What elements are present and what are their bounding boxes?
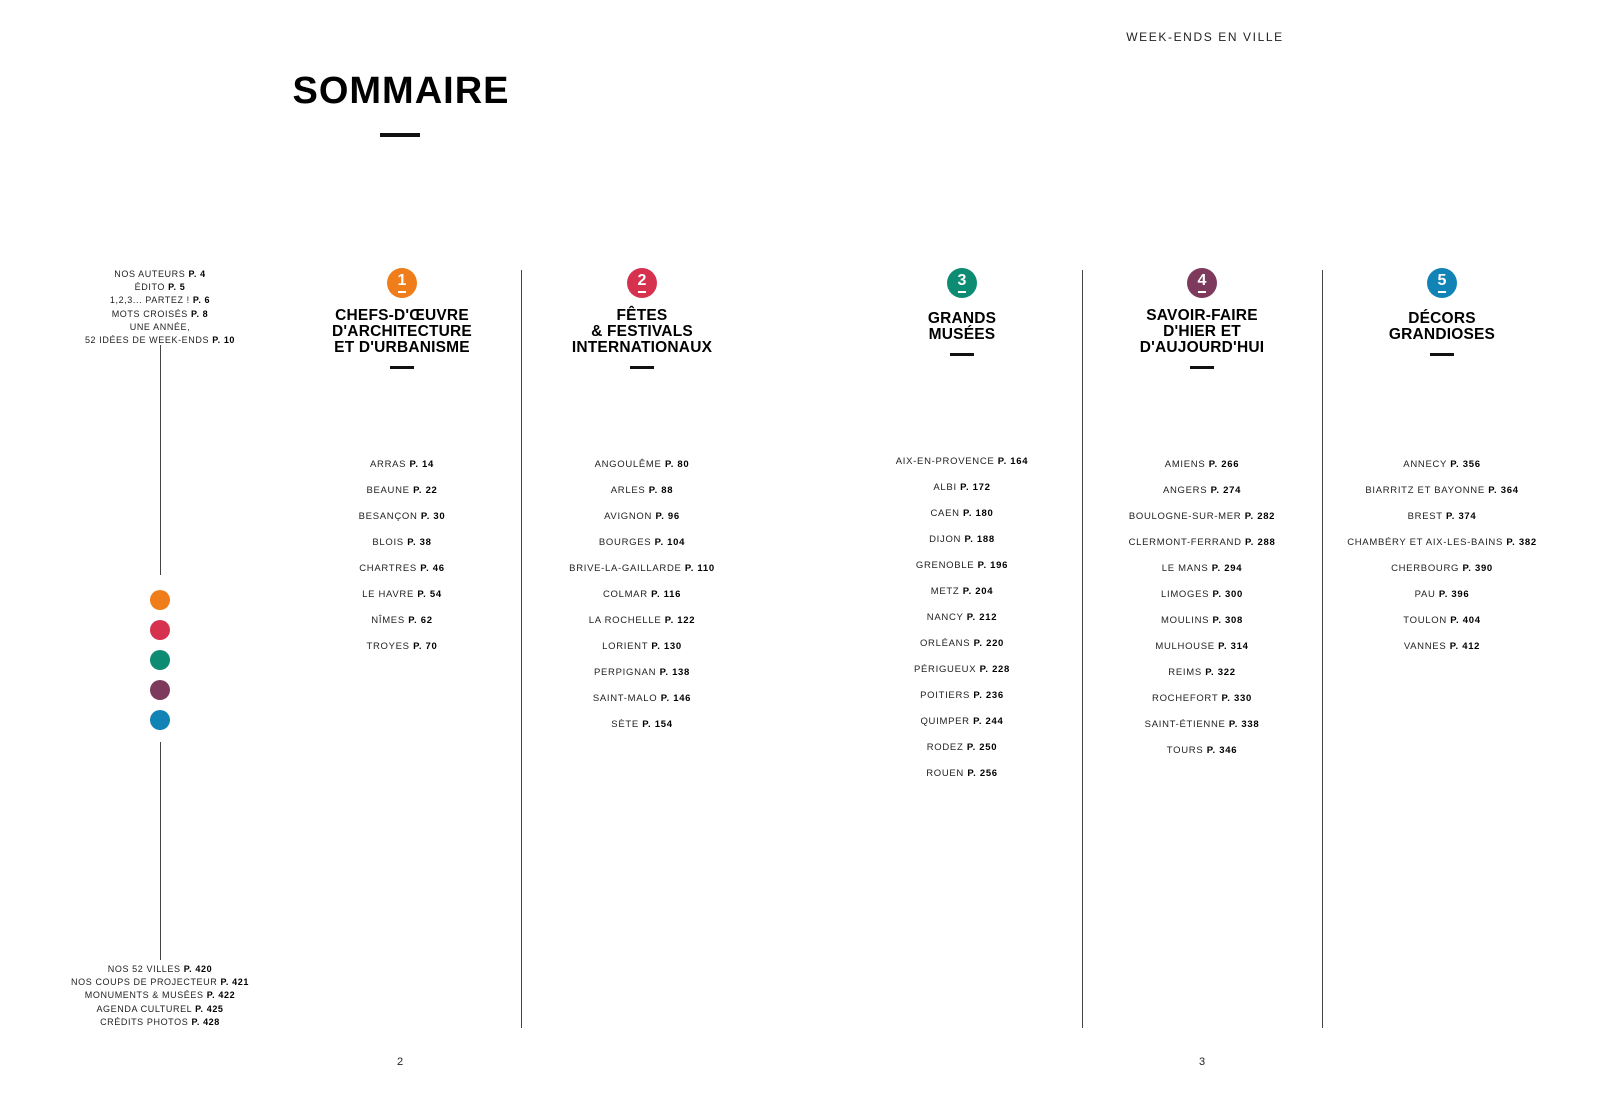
- city-page: P. 322: [1205, 667, 1236, 678]
- city-name: BOURGES: [598, 537, 652, 548]
- page-title: SOMMAIRE: [292, 70, 510, 112]
- section-5: [1322, 268, 1562, 652]
- city-page: P. 212: [966, 612, 998, 623]
- section-title-line: MUSÉES: [928, 326, 996, 343]
- city-page: P. 274: [1210, 485, 1242, 496]
- city-page: P. 404: [1450, 615, 1481, 626]
- city-entry: [1322, 478, 1562, 504]
- city-entry: [1082, 452, 1322, 478]
- city-entry: [282, 556, 522, 582]
- city-page: P. 70: [413, 641, 438, 652]
- front-matter-page: P. 4: [188, 269, 206, 279]
- city-name: CLERMONT-FERRAND: [1128, 537, 1242, 548]
- front-matter-label: NOS AUTEURS: [114, 269, 186, 279]
- city-page: P. 110: [684, 563, 715, 574]
- city-entry: [1082, 738, 1322, 764]
- back-matter-label: NOS 52 VILLES: [107, 964, 181, 974]
- city-page: P. 46: [420, 563, 445, 574]
- city-page: P. 196: [977, 560, 1009, 571]
- front-matter-label: ÉDITO: [134, 282, 165, 293]
- city-name: VANNES: [1403, 641, 1447, 652]
- city-entry: [522, 686, 762, 712]
- city-entry: [1082, 608, 1322, 634]
- city-name: AVIGNON: [604, 511, 653, 522]
- city-entry: [842, 501, 1082, 527]
- city-entry: [522, 452, 762, 478]
- city-name: SAINT-MALO: [592, 693, 658, 704]
- color-dot-4: [150, 680, 170, 700]
- city-entry: [522, 634, 762, 660]
- front-matter-item: [55, 321, 265, 334]
- city-entry: [1322, 556, 1562, 582]
- front-matter-item: [55, 294, 265, 307]
- city-entry: [522, 608, 762, 634]
- city-page: P. 14: [409, 459, 435, 470]
- city-entry: [1082, 660, 1322, 686]
- city-entry: [842, 709, 1082, 735]
- city-page: P. 30: [420, 511, 446, 522]
- timeline-line-bottom: [160, 742, 161, 960]
- section-title-underline: [630, 366, 654, 369]
- section-header: WEEK-ENDS EN VILLE: [1126, 30, 1284, 44]
- city-page: P. 146: [660, 693, 692, 704]
- city-name: TOURS: [1166, 745, 1204, 756]
- city-entry: [282, 530, 522, 556]
- section-title-line: ET D'URBANISME: [334, 339, 470, 356]
- city-page: P. 38: [407, 537, 432, 548]
- city-name: ARRAS: [369, 459, 407, 470]
- section-number-badge: 1: [387, 268, 417, 298]
- back-matter-page: P. 421: [220, 977, 249, 988]
- section-title-line: SAVOIR-FAIRE: [1146, 307, 1258, 324]
- section-title: [1082, 308, 1322, 356]
- city-name: GRENOBLE: [915, 560, 975, 571]
- city-page: P. 412: [1449, 641, 1481, 652]
- city-name: BESANÇON: [358, 511, 418, 522]
- city-name: ROCHEFORT: [1152, 693, 1219, 704]
- city-page: P. 220: [973, 638, 1005, 649]
- city-name: BOULOGNE-SUR-MER: [1128, 511, 1242, 522]
- city-entry: [842, 761, 1082, 787]
- city-name: COLMAR: [602, 589, 648, 600]
- section-number-badge: 4: [1187, 268, 1217, 298]
- section-title: [282, 308, 522, 356]
- city-page: P. 294: [1211, 563, 1243, 574]
- city-page: P. 88: [648, 485, 674, 496]
- city-page: P. 96: [655, 511, 680, 522]
- city-entry: [522, 712, 762, 738]
- city-page: P. 122: [664, 615, 696, 626]
- city-name: ANGERS: [1162, 485, 1208, 496]
- section-title-underline: [1190, 366, 1214, 369]
- city-page: P. 116: [651, 589, 682, 600]
- back-matter-item: [55, 989, 265, 1002]
- timeline-line-top: [160, 345, 161, 575]
- city-page: P. 338: [1228, 719, 1260, 730]
- city-entry: [522, 478, 762, 504]
- city-name: AIX-EN-PROVENCE: [895, 456, 995, 467]
- city-name: SAINT-ÉTIENNE: [1144, 719, 1226, 730]
- section-title: [522, 308, 762, 356]
- city-name: LE MANS: [1161, 563, 1209, 574]
- back-matter-item: [55, 976, 265, 989]
- section-title-line: FÊTES: [616, 307, 668, 324]
- front-matter-list: [55, 268, 265, 347]
- section-entries: [1322, 452, 1562, 660]
- city-name: MULHOUSE: [1155, 641, 1215, 652]
- city-name: BIARRITZ ET BAYONNE: [1365, 485, 1485, 496]
- front-matter-page: P. 8: [191, 308, 209, 319]
- city-name: TROYES: [366, 641, 410, 652]
- city-name: NÎMES: [371, 615, 405, 626]
- city-page: P. 266: [1208, 459, 1240, 470]
- city-page: P. 396: [1438, 589, 1470, 600]
- city-page: P. 346: [1206, 745, 1238, 756]
- city-entry: [842, 553, 1082, 579]
- front-matter-label: 52 IDÉES DE WEEK-ENDS: [84, 335, 210, 346]
- city-page: P. 204: [962, 586, 994, 597]
- city-page: P. 374: [1445, 511, 1477, 522]
- city-name: PÉRIGUEUX: [913, 664, 977, 675]
- city-page: P. 364: [1488, 485, 1519, 496]
- back-matter-page: P. 420: [183, 964, 213, 974]
- front-matter-page: P. 6: [192, 295, 211, 306]
- color-dot-5: [150, 710, 170, 730]
- city-entry: [282, 478, 522, 504]
- front-matter-page: P. 10: [212, 335, 236, 346]
- city-entry: [1322, 582, 1562, 608]
- city-entry: [282, 634, 522, 660]
- back-matter-label: AGENDA CULTUREL: [96, 1003, 192, 1014]
- city-entry: [282, 608, 522, 634]
- section-title-line: & FESTIVALS: [591, 323, 693, 340]
- front-matter-item: [55, 308, 265, 321]
- city-name: ORLÉANS: [919, 638, 971, 649]
- front-matter-label: UNE ANNÉE,: [129, 321, 191, 332]
- city-entry: [842, 631, 1082, 657]
- city-page: P. 356: [1450, 459, 1481, 470]
- city-entry: [842, 735, 1082, 761]
- city-entry: [842, 605, 1082, 631]
- city-name: LE HAVRE: [362, 589, 415, 600]
- city-entry: [282, 452, 522, 478]
- city-entry: [1082, 634, 1322, 660]
- city-name: ANGOULÊME: [594, 459, 662, 470]
- city-page: P. 180: [963, 508, 994, 519]
- section-title-underline: [390, 366, 414, 369]
- front-matter-item: [55, 281, 265, 294]
- city-page: P. 244: [973, 716, 1004, 727]
- section-entries: [842, 449, 1082, 787]
- page-number-left: 2: [396, 1056, 404, 1068]
- back-matter-label: MONUMENTS & MUSÉES: [84, 990, 204, 1001]
- section-1: [282, 268, 522, 652]
- city-entry: [842, 683, 1082, 709]
- city-name: BREST: [1407, 511, 1443, 522]
- back-matter-item: [55, 1003, 265, 1016]
- city-name: POITIERS: [920, 690, 971, 701]
- city-page: P. 314: [1218, 641, 1249, 652]
- back-matter-page: P. 422: [206, 990, 236, 1001]
- city-page: P. 22: [413, 485, 438, 496]
- city-name: ROUEN: [926, 768, 964, 779]
- section-entries: [282, 452, 522, 660]
- section-4: [1082, 268, 1322, 756]
- front-matter-item: [55, 268, 265, 281]
- city-name: ALBI: [933, 482, 957, 493]
- city-name: LA ROCHELLE: [588, 615, 662, 626]
- section-title-line: INTERNATIONAUX: [571, 339, 713, 356]
- city-entry: [842, 657, 1082, 683]
- front-matter-label: MOTS CROISÉS: [111, 308, 188, 319]
- back-matter-item: [55, 1016, 265, 1029]
- front-matter-label: 1,2,3... PARTEZ !: [109, 295, 190, 306]
- city-entry: [1082, 478, 1322, 504]
- front-matter-page: P. 5: [168, 282, 186, 293]
- city-name: LIMOGES: [1161, 589, 1210, 600]
- section-title-underline: [1430, 353, 1454, 356]
- city-page: P. 282: [1244, 511, 1276, 522]
- section-title-line: GRANDIOSES: [1388, 326, 1496, 343]
- city-name: AMIENS: [1164, 459, 1206, 470]
- city-name: MOULINS: [1161, 615, 1210, 626]
- section-number-badge: 3: [947, 268, 977, 298]
- city-name: CHERBOURG: [1391, 563, 1460, 574]
- city-entry: [1082, 712, 1322, 738]
- city-entry: [842, 449, 1082, 475]
- city-name: BRIVE-LA-GAILLARDE: [569, 563, 682, 574]
- section-2: [522, 268, 762, 730]
- city-name: REIMS: [1168, 667, 1202, 678]
- city-name: BEAUNE: [366, 485, 410, 496]
- color-dot-3: [150, 650, 170, 670]
- city-entry: [282, 582, 522, 608]
- city-name: CHARTRES: [359, 563, 417, 574]
- city-entry: [282, 504, 522, 530]
- section-title-underline: [950, 353, 974, 356]
- section-title-line: GRANDS: [927, 310, 997, 327]
- city-entry: [1322, 530, 1562, 556]
- city-name: LORIENT: [602, 641, 649, 652]
- back-matter-page: P. 425: [195, 1003, 224, 1014]
- section-title-line: D'ARCHITECTURE: [332, 323, 472, 340]
- city-name: ANNECY: [1403, 459, 1447, 470]
- city-page: P. 390: [1462, 563, 1493, 574]
- city-page: P. 250: [966, 742, 998, 753]
- section-title-line: D'AUJOURD'HUI: [1139, 339, 1265, 356]
- city-entry: [522, 504, 762, 530]
- city-page: P. 308: [1212, 615, 1243, 626]
- city-entry: [1322, 504, 1562, 530]
- section-entries: [1082, 452, 1322, 764]
- section-3: [842, 268, 1082, 779]
- city-entry: [522, 582, 762, 608]
- city-page: P. 382: [1506, 537, 1537, 548]
- color-dot-1: [150, 590, 170, 610]
- page-number-right: 3: [1198, 1056, 1206, 1068]
- section-number-badge: 5: [1427, 268, 1457, 298]
- city-entry: [1082, 556, 1322, 582]
- city-name: CAEN: [930, 508, 960, 519]
- back-matter-label: CRÉDITS PHOTOS: [100, 1016, 189, 1027]
- city-entry: [522, 556, 762, 582]
- city-entry: [1322, 608, 1562, 634]
- city-entry: [1082, 582, 1322, 608]
- city-entry: [522, 660, 762, 686]
- city-page: P. 228: [979, 664, 1011, 675]
- section-title-line: D'HIER ET: [1163, 323, 1241, 340]
- title-underline: [380, 133, 420, 137]
- city-entry: [1322, 452, 1562, 478]
- city-page: P. 54: [417, 589, 442, 600]
- city-name: PERPIGNAN: [593, 667, 657, 678]
- back-matter-label: NOS COUPS DE PROJECTEUR: [71, 977, 218, 988]
- city-page: P. 80: [664, 459, 690, 470]
- section-title: [842, 311, 1082, 343]
- city-name: CHAMBÉRY ET AIX-LES-BAINS: [1347, 537, 1504, 548]
- city-entry: [1082, 504, 1322, 530]
- city-page: P. 330: [1221, 693, 1252, 704]
- city-name: PAU: [1414, 589, 1436, 600]
- back-matter-page: P. 428: [191, 1016, 220, 1027]
- back-matter-list: [55, 963, 265, 1029]
- section-entries: [522, 452, 762, 738]
- section-title-line: CHEFS-D'ŒUVRE: [335, 307, 469, 324]
- city-entry: [522, 530, 762, 556]
- city-entry: [1082, 530, 1322, 556]
- city-name: ARLES: [610, 485, 646, 496]
- city-page: P. 138: [659, 667, 691, 678]
- city-page: P. 288: [1244, 537, 1276, 548]
- back-matter-item: [55, 963, 265, 976]
- city-name: METZ: [930, 586, 960, 597]
- color-dot-2: [150, 620, 170, 640]
- city-page: P. 188: [964, 534, 995, 545]
- city-page: P. 236: [973, 690, 1004, 701]
- city-page: P. 256: [967, 768, 998, 779]
- city-entry: [842, 579, 1082, 605]
- city-page: P. 62: [408, 615, 433, 626]
- city-name: BLOIS: [372, 537, 404, 548]
- city-entry: [1082, 686, 1322, 712]
- section-title-line: DÉCORS: [1408, 310, 1476, 327]
- city-name: DIJON: [929, 534, 962, 545]
- city-name: TOULON: [1403, 615, 1447, 626]
- city-name: RODEZ: [926, 742, 964, 753]
- city-page: P. 154: [642, 719, 673, 730]
- section-title: [1322, 311, 1562, 343]
- city-name: SÈTE: [611, 719, 639, 730]
- city-entry: [842, 475, 1082, 501]
- city-page: P. 104: [654, 537, 686, 548]
- city-page: P. 164: [997, 456, 1029, 467]
- city-page: P. 300: [1212, 589, 1243, 600]
- city-name: NANCY: [926, 612, 964, 623]
- city-entry: [1322, 634, 1562, 660]
- section-number-badge: 2: [627, 268, 657, 298]
- city-entry: [842, 527, 1082, 553]
- city-name: QUIMPER: [920, 716, 970, 727]
- city-page: P. 130: [651, 641, 682, 652]
- city-page: P. 172: [960, 482, 991, 493]
